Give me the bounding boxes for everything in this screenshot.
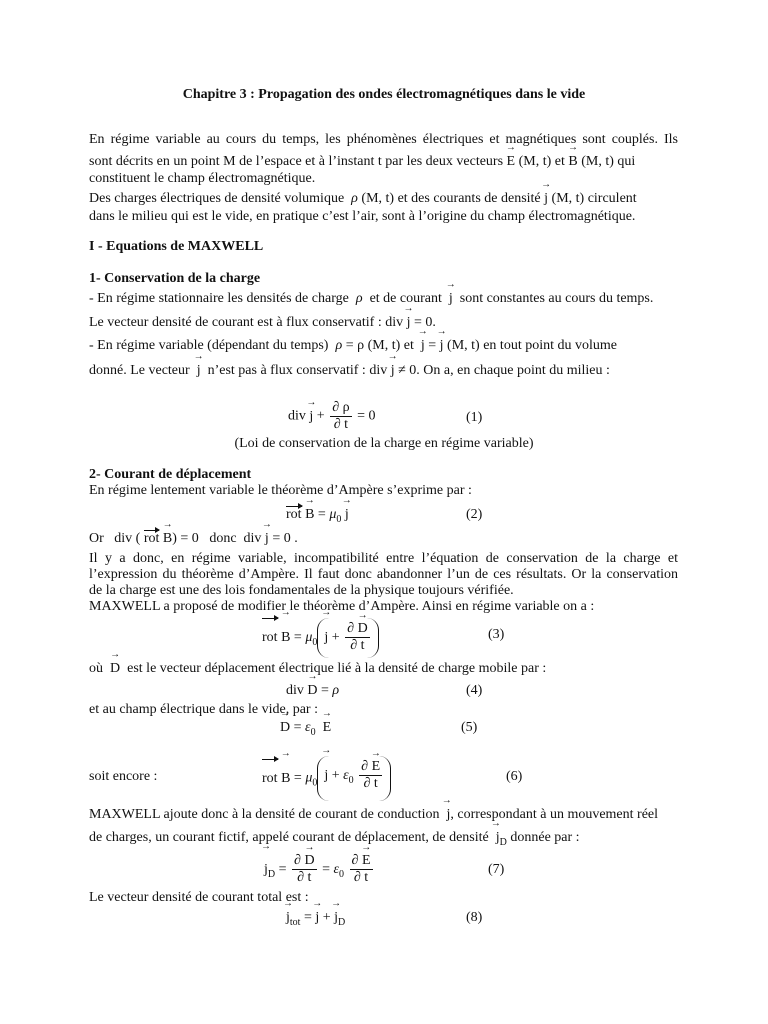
para2-line-10: de charges, un courant fictif, appelé courant de déplacement, de densité → $j_D$ donnée par : — [89, 829, 580, 852]
equation-7: → $j_D$ = $\frac{\partial \to D}{\partial t}$ = $\varepsilon_0$ $\frac{\partial \to E}{\partial t}$ — [264, 852, 375, 893]
intro-line-3: constituent le champ électromagnétique. — [89, 171, 316, 186]
para1-line-3: - En régime variable (dépendant du temps) ρ = ρ (M, t) et → j = → j (M, t) en tout point du volume — [89, 337, 617, 355]
intro-line-5: dans le milieu qui est le vide, en pratique c’est l’air, sont à l’origine du champ électromagnétique. — [89, 209, 636, 224]
equation-number-6: (6) — [506, 769, 523, 784]
equation-5: → $D = \varepsilon_0 \to E$ — [280, 719, 331, 742]
para2-line-8: et au champ électrique dans le vide, par : — [89, 702, 318, 717]
equation-number-4: (4) — [466, 683, 483, 698]
equation-number-2: (2) — [466, 507, 483, 522]
para2-line-7: où → D est le vecteur déplacement électrique lié à la densité de charge mobile par : — [89, 660, 546, 678]
equation-number-8: (8) — [466, 910, 483, 925]
equation-3: rot → $B = \mu_0\to j$ + $\frac{\partial \to D}{\partial t}$ — [262, 618, 379, 663]
para2-line-6: MAXWELL a proposé de modifier le théorème d’Ampère. Ainsi en régime variable on a : — [89, 599, 595, 614]
para2-line-1: En régime lentement variable le théorème d’Ampère s’exprime par : — [89, 483, 472, 498]
intro-line-1: En régime variable au cours du temps, les phénomènes électriques et magnétiques sont couplés. Ils — [89, 132, 678, 147]
intro-line-2: sont décrits en un point M de l’espace et à l’instant t par les deux vecteurs → E (M, t) et → B (M, t) qui — [89, 153, 635, 171]
equation-2: rot → $B = \mu_0 \to j$ — [286, 506, 349, 529]
equation-1: div → j + $\frac{\partial \rho}{\partial t}$ = 0 — [288, 400, 376, 433]
soit-encore-label: soit encore : — [89, 769, 158, 784]
para2-line-4: l’expression du théorème d’Ampère. Il faut donc abandonner l’un de ces résultats. Or la conservation — [89, 567, 678, 582]
vector-E: → E — [507, 153, 516, 171]
intro-line-4: Des charges électriques de densité volumique ρ (M, t) et des courants de densité → j (M, t) circulent — [89, 190, 637, 208]
section-heading: I - Equations de MAXWELL — [89, 239, 264, 254]
para2-line-5: de la charge est une des lois fondamentales de la physique toujours vérifiée. — [89, 583, 514, 598]
vector-B: → B — [568, 153, 577, 171]
equation-number-3: (3) — [488, 627, 505, 642]
vector-j: → j — [544, 190, 548, 208]
para1-line-2: Le vecteur densité de courant est à flux conservatif : div → j = 0. — [89, 314, 436, 332]
para2-line-or: Or div ( rot → B) = 0 donc div → j = 0 . — [89, 530, 298, 548]
equation-6: rot → $B = \mu_0\to j + \varepsilon_0$ $\frac{\partial \to E}{\partial t}$ — [262, 756, 391, 803]
para2-line-11: Le vecteur densité de courant total est : — [89, 890, 309, 905]
para2-line-3: Il y a donc, en régime variable, incompatibilité entre l’équation de conservation de la charge et — [89, 551, 678, 566]
equation-8: → $j_{tot}$ = → j + → $j_D$ — [286, 909, 345, 932]
para2-line-9: MAXWELL ajoute donc à la densité de courant de conduction → j, correspondant à un mouvement réel — [89, 806, 658, 824]
equation-number-1: (1) — [466, 410, 483, 425]
equation-1-caption: (Loi de conservation de la charge en régime variable) — [234, 436, 534, 451]
para1-line-4: donné. Le vecteur → j n’est pas à flux conservatif : div → j ≠ 0. On a, en chaque point du milieu : — [89, 362, 610, 380]
equation-4: div → D = ρ — [286, 682, 339, 700]
equation-number-5: (5) — [461, 720, 478, 735]
para1-line-1: - En régime stationnaire les densités de charge ρ et de courant → j sont constantes au cours du temps. — [89, 290, 653, 308]
subsection-heading-1: 1- Conservation de la charge — [89, 271, 261, 286]
chapter-title: Chapitre 3 : Propagation des ondes électromagnétiques dans le vide — [182, 87, 586, 102]
equation-number-7: (7) — [488, 862, 505, 877]
subsection-heading-2: 2- Courant de déplacement — [89, 467, 252, 482]
